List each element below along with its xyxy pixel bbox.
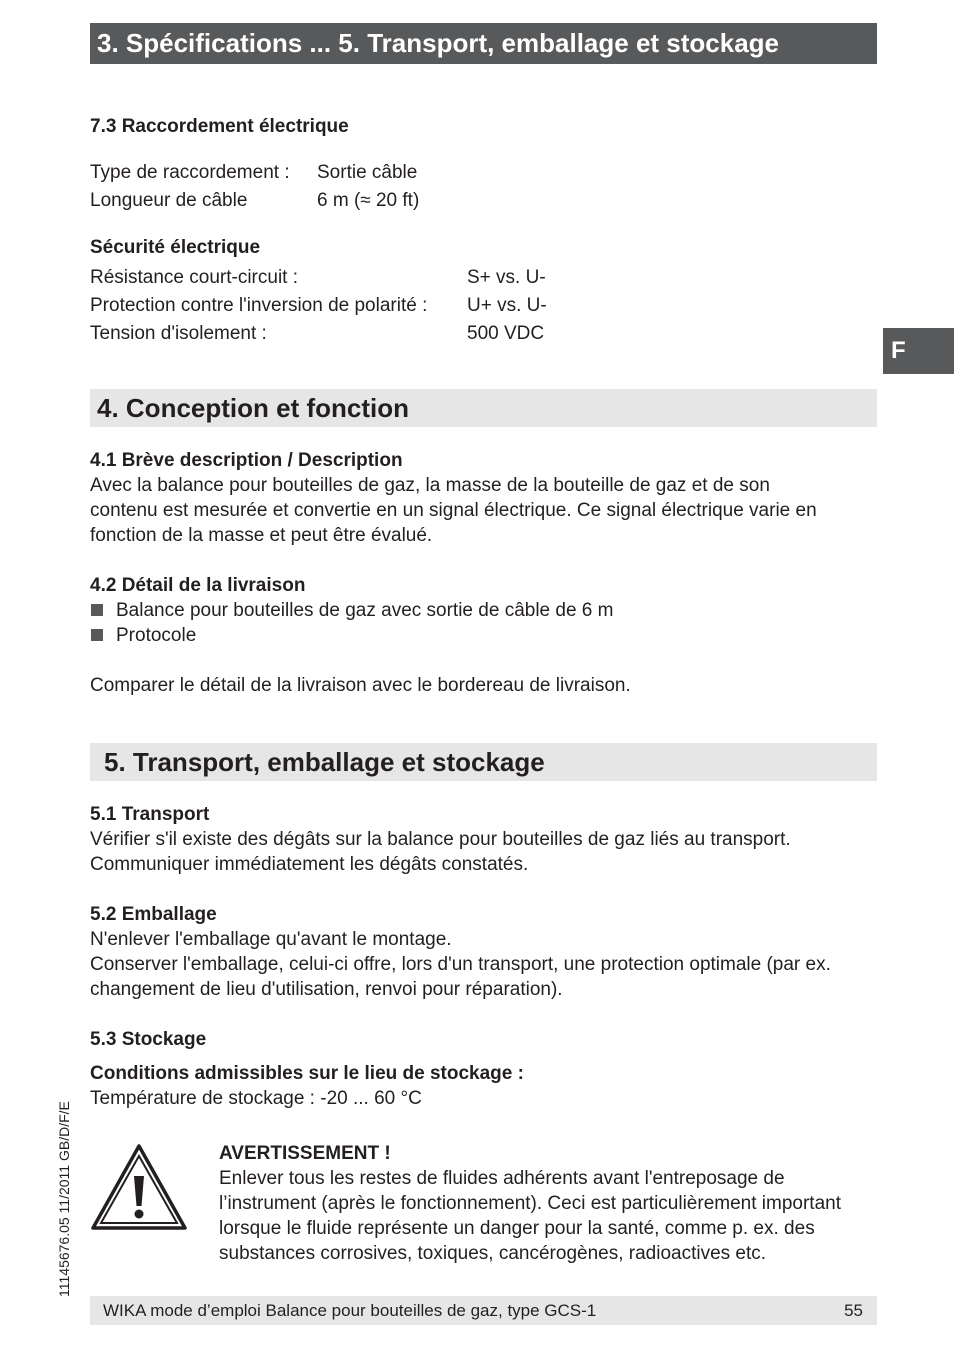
safety-row xyxy=(90,320,890,348)
warning-title: AVERTISSEMENT ! xyxy=(219,1143,391,1164)
delivery-note: Comparer le détail de la livraison avec le bordereau de livraison. xyxy=(90,675,631,696)
safety-table xyxy=(90,264,890,348)
page-footer xyxy=(90,1296,877,1325)
row-value: S+ vs. U- xyxy=(467,267,546,288)
list-item-text: Protocole xyxy=(116,625,197,646)
list-item-text: Balance pour bouteilles de gaz avec sortie de câble de 6 m xyxy=(116,600,614,621)
storage-temperature: Température de stockage : -20 ... 60 °C xyxy=(90,1088,422,1109)
row-label: Résistance court-circuit : xyxy=(90,267,299,288)
heading-4-1: 4.1 Brève description / Description xyxy=(90,450,403,471)
text-line: contenu est mesurée et convertie en un signal électrique. Ce signal électrique varie en xyxy=(90,500,817,521)
heading-5-2: 5.2 Emballage xyxy=(90,904,217,925)
text-line: Avec la balance pour bouteilles de gaz, la masse de la bouteille de gaz et de son xyxy=(90,475,770,496)
row-label: Protection contre l'inversion de polarité : xyxy=(90,295,428,316)
packaging-paragraph xyxy=(90,927,890,1002)
text-line: changement de lieu d'utilisation, renvoi pour réparation). xyxy=(90,979,563,1000)
text-line: Vérifier s'il existe des dégâts sur la balance pour bouteilles de gaz liés au transport. xyxy=(90,829,791,850)
heading-electrical-safety: Sécurité électrique xyxy=(90,237,261,258)
row-value: U+ vs. U- xyxy=(467,295,547,316)
text-line: Enlever tous les restes de fluides adhérents avant l'entreposage de xyxy=(219,1168,785,1189)
connection-row xyxy=(90,159,890,187)
warning-text xyxy=(219,1166,889,1266)
list-item xyxy=(90,623,890,648)
list-item xyxy=(90,598,890,623)
connection-row xyxy=(90,187,890,215)
page-number: 55 xyxy=(844,1301,863,1320)
warning-triangle-icon xyxy=(90,1143,188,1231)
row-label: Type de raccordement : xyxy=(90,162,290,183)
row-value: 6 m (≈ 20 ft) xyxy=(317,190,420,211)
footer-text: WIKA mode d’emploi Balance pour bouteilles de gaz, type GCS-1 xyxy=(103,1301,597,1320)
safety-row xyxy=(90,264,890,292)
text-line: substances corrosives, toxiques, cancérogènes, radioactives etc. xyxy=(219,1243,767,1264)
heading-7-3: 7.3 Raccordement électrique xyxy=(90,116,349,137)
storage-conditions-heading: Conditions admissibles sur le lieu de stockage : xyxy=(90,1063,524,1084)
bullet-square-icon xyxy=(91,629,103,641)
page-header-title: 3. Spécifications ... 5. Transport, emballage et stockage xyxy=(90,23,877,64)
text-line: N'enlever l'emballage qu'avant le montage. xyxy=(90,929,452,950)
connection-table xyxy=(90,159,890,215)
row-value: Sortie câble xyxy=(317,162,418,183)
text-line: lorsque le fluide représente un danger pour la santé, comme p. ex. des xyxy=(219,1218,815,1239)
text-line: l’instrument (après le fonctionnement). Ceci est particulièrement important xyxy=(219,1193,841,1214)
section-5-title: 5. Transport, emballage et stockage xyxy=(90,743,877,781)
row-value: 500 VDC xyxy=(467,323,545,344)
section-4-title: 4. Conception et fonction xyxy=(90,389,877,427)
row-label: Tension d'isolement : xyxy=(90,323,267,344)
safety-row xyxy=(90,292,890,320)
text-line: Conserver l'emballage, celui-ci offre, lors d'un transport, une protection optimale (par ex. xyxy=(90,954,831,975)
language-tab: F xyxy=(883,328,954,374)
delivery-list xyxy=(90,598,890,648)
document-code: 11145676.05 11/2011 GB/D/F/E xyxy=(56,1101,72,1297)
description-paragraph xyxy=(90,473,890,548)
bullet-square-icon xyxy=(91,604,103,616)
heading-4-2: 4.2 Détail de la livraison xyxy=(90,575,306,596)
text-line: fonction de la masse et peut être évalué. xyxy=(90,525,433,546)
transport-paragraph xyxy=(90,827,890,877)
heading-5-3: 5.3 Stockage xyxy=(90,1029,207,1050)
text-line: Communiquer immédiatement les dégâts constatés. xyxy=(90,854,529,875)
row-label: Longueur de câble xyxy=(90,190,248,211)
heading-5-1: 5.1 Transport xyxy=(90,804,210,825)
